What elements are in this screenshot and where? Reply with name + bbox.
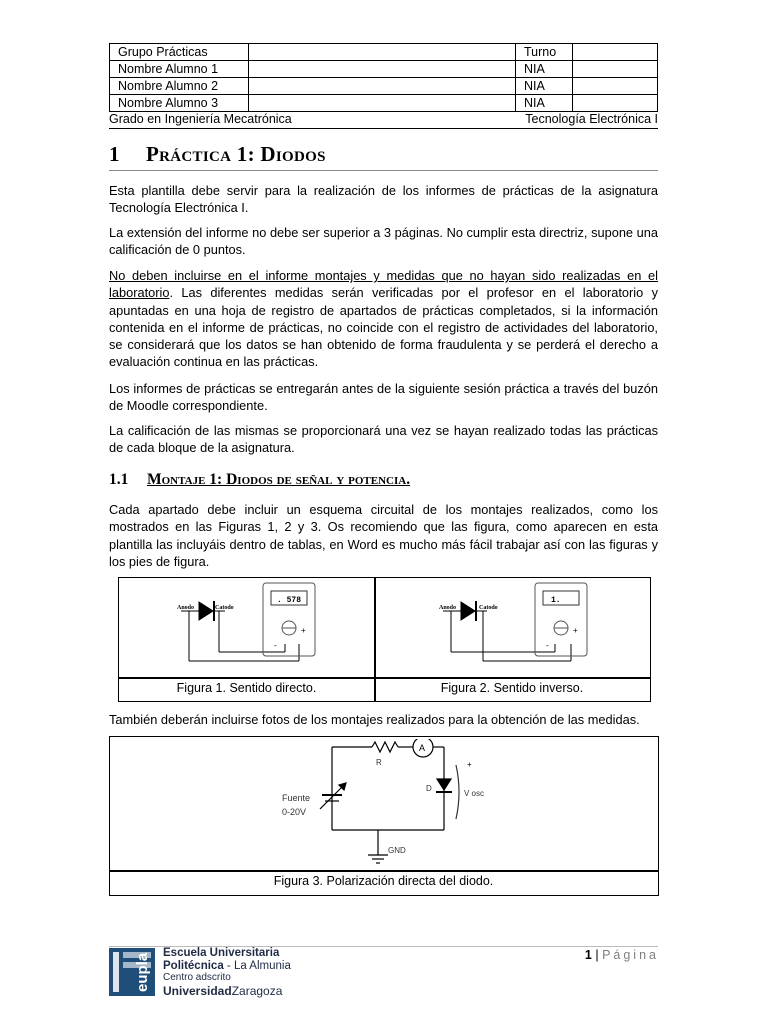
paragraph-rules [109, 267, 658, 371]
table-row [110, 61, 658, 78]
course-name: Tecnología Electrónica I [525, 112, 658, 126]
header-value-nia3[interactable] [573, 95, 658, 112]
header-label-nia2: NIA [516, 78, 573, 95]
figure2-meter-reading: 1. [551, 596, 561, 605]
paragraph-extension: La extensión del informe no debe ser superior a 3 páginas. No cumplir esta directriz, supone una calificación de 0 puntos. [109, 225, 658, 258]
figure1-meter-reading: . 578 [277, 596, 302, 605]
header-table [109, 43, 658, 112]
header-label-nia3: NIA [516, 95, 573, 112]
subsection-heading [109, 471, 658, 489]
figure1-caption: Figura 1. Sentido directo. [176, 681, 317, 695]
subsection-title: Montaje 1: Diodos de señal y potencia. [147, 471, 411, 488]
ground-label: GND [388, 846, 406, 855]
figure1-anode-label: Anodo [177, 605, 195, 611]
svg-text:+: + [573, 626, 578, 635]
school-line2-bold: Politécnica [163, 959, 224, 972]
diode-label: D [426, 784, 432, 793]
resistor-label: R [376, 758, 382, 767]
section-number: 1 [109, 142, 120, 166]
school-line1: Escuela Universitaria [163, 947, 280, 959]
figure3-cell [109, 736, 659, 872]
ammeter-label: A [419, 743, 426, 753]
section-title: Práctica 1: Diodos [146, 142, 326, 166]
header-value-student3[interactable] [249, 95, 516, 112]
paragraph-figures: Cada apartado debe incluir un esquema circuital de los montajes realizados, como los mostrados en las Figuras 1, 2 y 3. Os recomiendo que las figura, como aparecen en esta plantilla las incluyáis dentro de tablas, en Word es mucho más fácil trabajar así con las figuras y los pies de figura. [109, 502, 658, 569]
header-value-group[interactable] [249, 44, 516, 61]
eupla-logo-text: eupla [134, 952, 151, 992]
figure3-circuit-diagram [110, 737, 658, 871]
header-value-nia2[interactable] [573, 78, 658, 95]
page-number-block [585, 948, 659, 962]
source-label-line2: 0-20V [282, 807, 307, 817]
table-row [110, 44, 658, 61]
school-line3: Centro adscrito [163, 972, 231, 983]
header-label-student3: Nombre Alumno 3 [110, 95, 249, 112]
school-line4-rest: Zaragoza [231, 983, 283, 998]
table-row [110, 95, 658, 112]
header-label-group: Grupo Prácticas [110, 44, 249, 61]
paragraph-delivery: Los informes de prácticas se entregarán antes de la siguiente sesión práctica a través del buzón de Moodle correspondiente. [109, 381, 658, 414]
page-number: 1 [584, 948, 592, 962]
svg-text:+: + [301, 626, 306, 635]
figure1-circuit-diagram [119, 578, 375, 678]
svg-text:-: - [274, 641, 277, 650]
eupla-logo-icon [109, 948, 155, 996]
paragraph-rules-underlined: No deben incluirse en el informe montajes y medidas que no hayan sido realizadas en el laboratorio [109, 268, 658, 301]
source-label-line1: Fuente [282, 793, 311, 803]
table-row [110, 78, 658, 95]
header-label-turno: Turno [516, 44, 573, 61]
school-line2-rest: - La Almunia [223, 959, 291, 972]
figure2-cathode-label: Catodo [479, 605, 498, 611]
paragraph-intro: Esta plantilla debe servir para la realización de los informes de prácticas de la asignatura Tecnología Electrónica I. [109, 183, 658, 216]
header-label-nia1: NIA [516, 61, 573, 78]
page-separator: | [595, 948, 599, 962]
paragraph-grading: La calificación de las mismas se proporcionará una vez se hayan realizado todas las prácticas de cada bloque de la asignatura. [109, 423, 658, 456]
plus-label: + [467, 760, 472, 769]
paragraph-photos: También deberán incluirse fotos de los montajes realizados para la obtención de las medidas. [109, 712, 640, 727]
degree-name: Grado en Ingeniería Mecatrónica [109, 112, 292, 126]
figure1-cell [118, 577, 376, 679]
section-heading [109, 142, 658, 171]
header-value-nia1[interactable] [573, 61, 658, 78]
school-line4-bold: Universidad [163, 983, 232, 998]
paragraph-rules-rest: . Las diferentes medidas serán verificadas por el profesor en el laboratorio y apuntadas en una hoja de registro de apartados de prácticas completados, si la información contenida en el informe de prácticas, no coincide con el registro de actividades del laboratorio, se considerará que los datos se han obtenido de forma fraudulenta y se perderá el derecho a evaluación continua en las prácticas. [109, 285, 658, 370]
header-value-turno[interactable] [573, 44, 658, 61]
vosc-label: V osc [464, 789, 485, 798]
header-value-student2[interactable] [249, 78, 516, 95]
figure2-caption: Figura 2. Sentido inverso. [440, 681, 584, 695]
header-value-student1[interactable] [249, 61, 516, 78]
degree-line [109, 111, 658, 129]
header-label-student2: Nombre Alumno 2 [110, 78, 249, 95]
figure2-cell [374, 577, 651, 679]
school-line4 [163, 985, 291, 998]
figure2-circuit-diagram [375, 578, 650, 678]
figure2-anode-label: Anodo [439, 605, 457, 611]
school-line2 [163, 960, 291, 973]
page-label: Página [602, 948, 659, 962]
header-label-student1: Nombre Alumno 1 [110, 61, 249, 78]
school-block [163, 947, 291, 997]
svg-text:-: - [546, 641, 549, 650]
figure1-cathode-label: Catodo [215, 605, 234, 611]
figure3-caption: Figura 3. Polarización directa del diodo. [273, 874, 494, 888]
subsection-number: 1.1 [109, 471, 129, 488]
